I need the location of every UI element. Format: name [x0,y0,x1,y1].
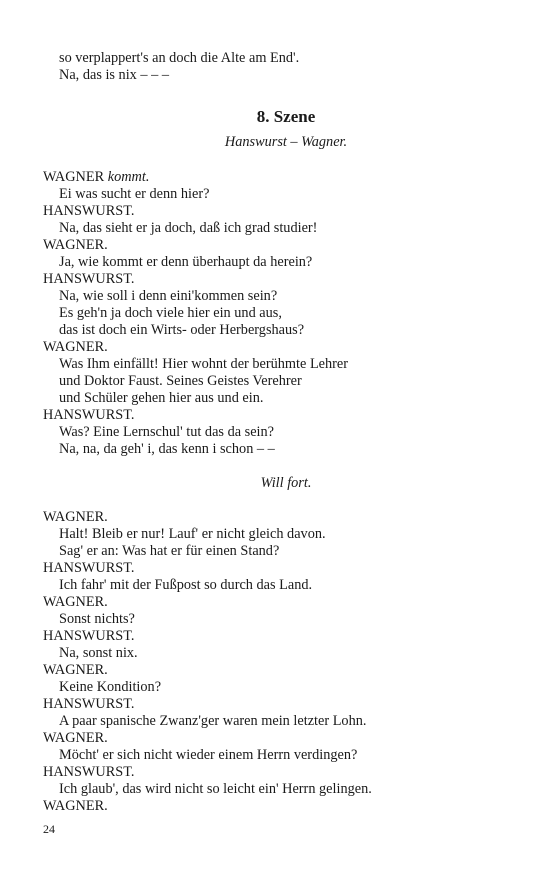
verse-line: Es geh'n ja doch viele hier ein und aus, [59,305,282,321]
intro-lines [43,50,513,84]
verse-line: Möcht' er sich nicht wieder einem Herrn verdingen? [59,747,358,763]
scene-characters: Hanswurst – Wagner. [224,134,348,150]
speaker-name: HANSWURST. [43,203,135,219]
spacer [43,458,513,475]
speaker-name: WAGNER. [43,237,108,253]
verse-line: so verplappert's an doch die Alte am End'. [59,50,300,66]
verse-line: Ich fahr' mit der Fußpost so durch das Land. [59,577,313,593]
verse-line: und Schüler gehen hier aus und ein. [59,390,264,406]
speaker-name: WAGNER. [43,594,108,610]
verse-line: Was Ihm einfällt! Hier wohnt der berühmte Lehrer [59,356,349,372]
spacer [43,492,513,509]
verse-line: Ja, wie kommt er denn überhaupt da herein? [59,254,313,270]
speaker-name: WAGNER. [43,339,108,355]
page-number: 24 [43,822,55,836]
verse-line: Halt! Bleib er nur! Lauf' er nicht gleich davon. [59,526,326,542]
verse-line: Keine Kondition? [59,679,162,695]
dialogue-block-2 [43,509,513,815]
dialogue-block-1 [43,186,513,458]
speaker-name: HANSWURST. [43,764,135,780]
verse-line: Na, wie soll i denn eini'kommen sein? [59,288,278,304]
stage-direction: Will fort. [260,475,312,491]
speaker-name: WAGNER. [43,509,108,525]
speaker-name: HANSWURST. [43,271,135,287]
verse-line: und Doktor Faust. Seines Geistes Verehrer [59,373,302,389]
speaker-name: WAGNER. [43,798,108,814]
speaker-name: HANSWURST. [43,628,135,644]
page-body [43,50,513,815]
verse-line: Na, das is nix – – – [59,67,169,83]
entrance-direction: kommt. [107,169,150,185]
verse-line: A paar spanische Zwanz'ger waren mein letzter Lohn. [59,713,367,729]
verse-line: Sonst nichts? [59,611,135,627]
speaker-name: HANSWURST. [43,696,135,712]
speaker-name: WAGNER. [43,730,108,746]
verse-line: Was? Eine Lernschul' tut das da sein? [59,424,275,440]
verse-line: Sag' er an: Was hat er für einen Stand? [59,543,280,559]
verse-line: Na, sonst nix. [59,645,138,661]
verse-line: Ei was sucht er denn hier? [59,186,210,202]
verse-line: das ist doch ein Wirts- oder Herbergshaus? [59,322,305,338]
verse-line: Na, das sieht er ja doch, daß ich grad studier! [59,220,318,236]
speaker-name: WAGNER. [43,662,108,678]
entrance-speaker: WAGNER [43,169,105,185]
spacer [43,151,513,169]
verse-line: Na, na, da geh' i, das kenn i schon – – [59,441,275,457]
speaker-name: HANSWURST. [43,560,135,576]
entrance-line [43,169,513,186]
speaker-name: HANSWURST. [43,407,135,423]
verse-line: Ich glaub', das wird nicht so leicht ein' Herrn gelingen. [59,781,372,797]
scene-title: 8. Szene [256,107,316,126]
